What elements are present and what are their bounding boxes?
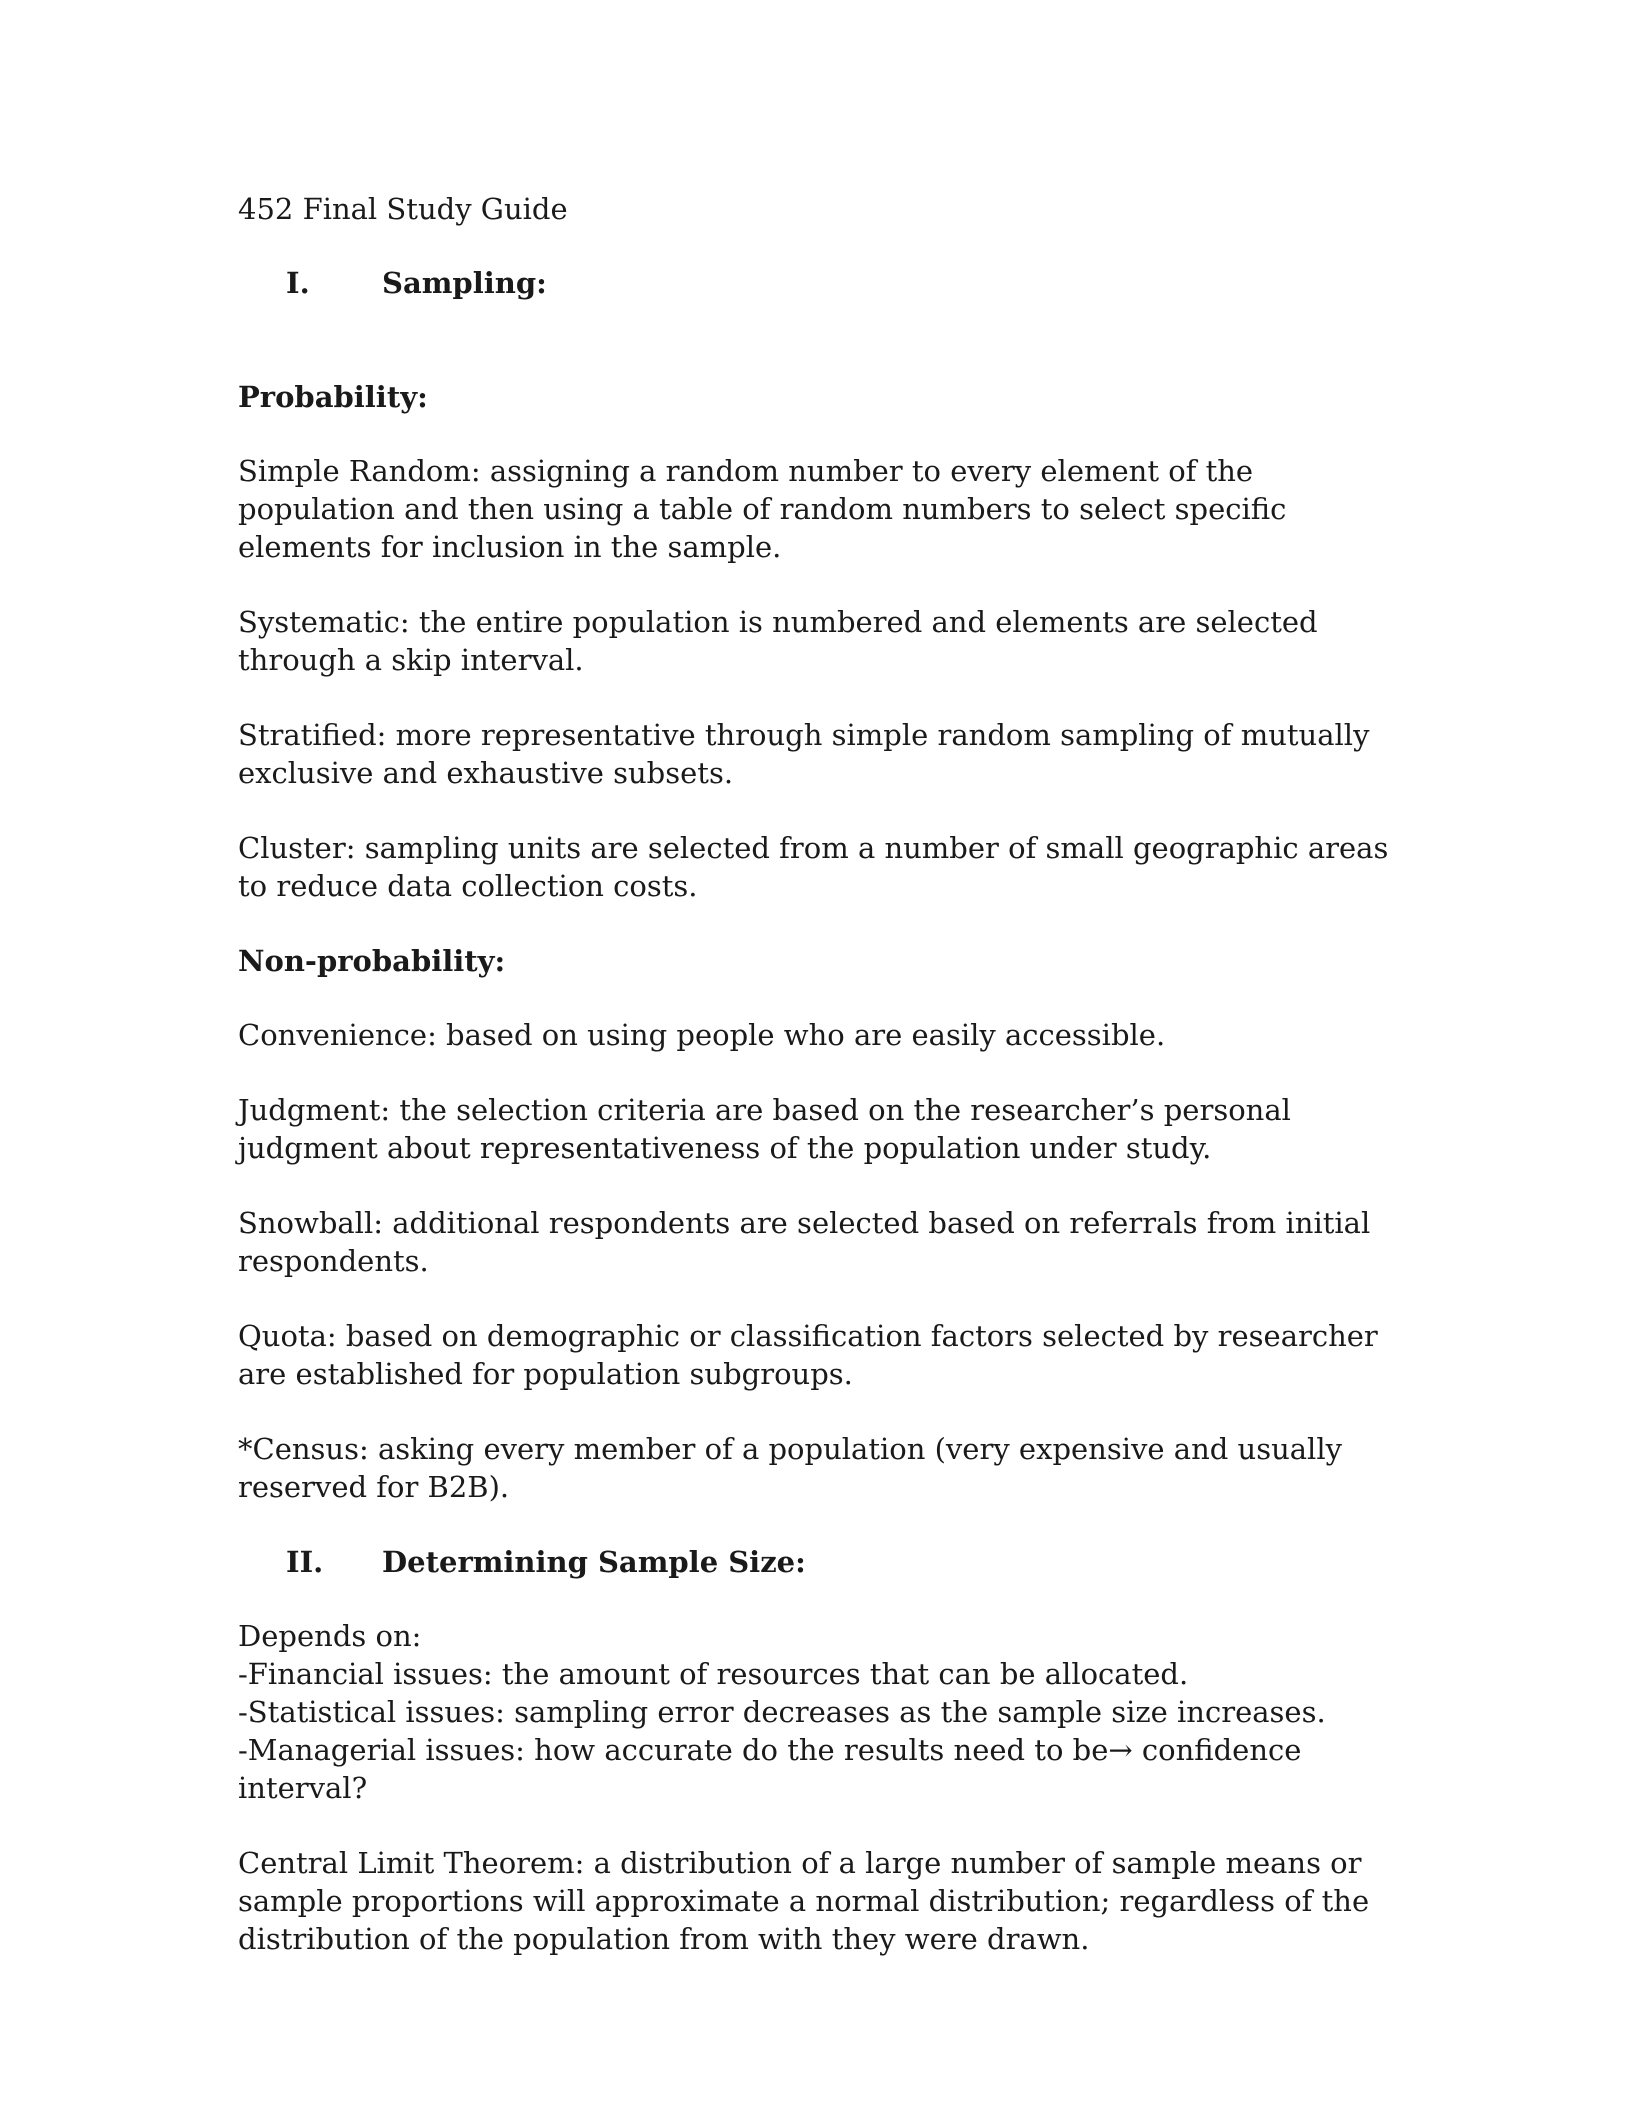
depends-statistical: -Statistical issues: sampling error decreases as the sample size increases. [238, 1695, 1326, 1729]
section-title: Determining Sample Size: [382, 1545, 806, 1579]
subheading-probability: Probability: [238, 380, 428, 414]
definition-census: *Census: asking every member of a population (very expensive and usually reserved for B2B). [238, 1432, 1342, 1504]
definition-simple-random: Simple Random: assigning a random number to every element of the population and then using a table of random numbers to select specific elements for inclusion in the sample. [238, 454, 1287, 564]
spacer [238, 302, 1408, 378]
depends-on-intro: Depends on: [238, 1619, 422, 1653]
subheading-nonprobability: Non-probability: [238, 944, 506, 978]
definition-stratified: Stratified: more representative through simple random sampling of mutually exclusive and exhaustive subsets. [238, 718, 1370, 790]
definition-cluster: Cluster: sampling units are selected from a number of small geographic areas to reduce data collection costs. [238, 831, 1389, 903]
section-heading-sampling [238, 264, 1408, 302]
section-heading-sample-size [238, 1543, 1408, 1581]
section-number: I. [286, 266, 310, 300]
depends-financial: -Financial issues: the amount of resources that can be allocated. [238, 1657, 1189, 1691]
document-title: 452 Final Study Guide [238, 192, 568, 226]
section-number: II. [286, 1545, 324, 1579]
definition-central-limit-theorem: Central Limit Theorem: a distribution of a large number of sample means or sample proportions will approximate a normal distribution; regardless of the distribution of the population from with they were drawn. [238, 1846, 1370, 1956]
definition-snowball: Snowball: additional respondents are selected based on referrals from initial respondents. [238, 1206, 1371, 1278]
definition-quota: Quota: based on demographic or classification factors selected by researcher are established for population subgroups. [238, 1319, 1378, 1391]
definition-convenience: Convenience: based on using people who are easily accessible. [238, 1018, 1166, 1052]
depends-managerial: -Managerial issues: how accurate do the results need to be→ confidence interval? [238, 1733, 1302, 1805]
definition-systematic: Systematic: the entire population is numbered and elements are selected through a skip interval. [238, 605, 1318, 677]
document-page [238, 190, 1408, 1995]
definition-judgment: Judgment: the selection criteria are based on the researcher’s personal judgment about representativeness of the population under study. [238, 1093, 1291, 1165]
section-title: Sampling: [382, 266, 547, 300]
depends-on-list [238, 1617, 1408, 1807]
spacer [238, 1581, 1408, 1617]
